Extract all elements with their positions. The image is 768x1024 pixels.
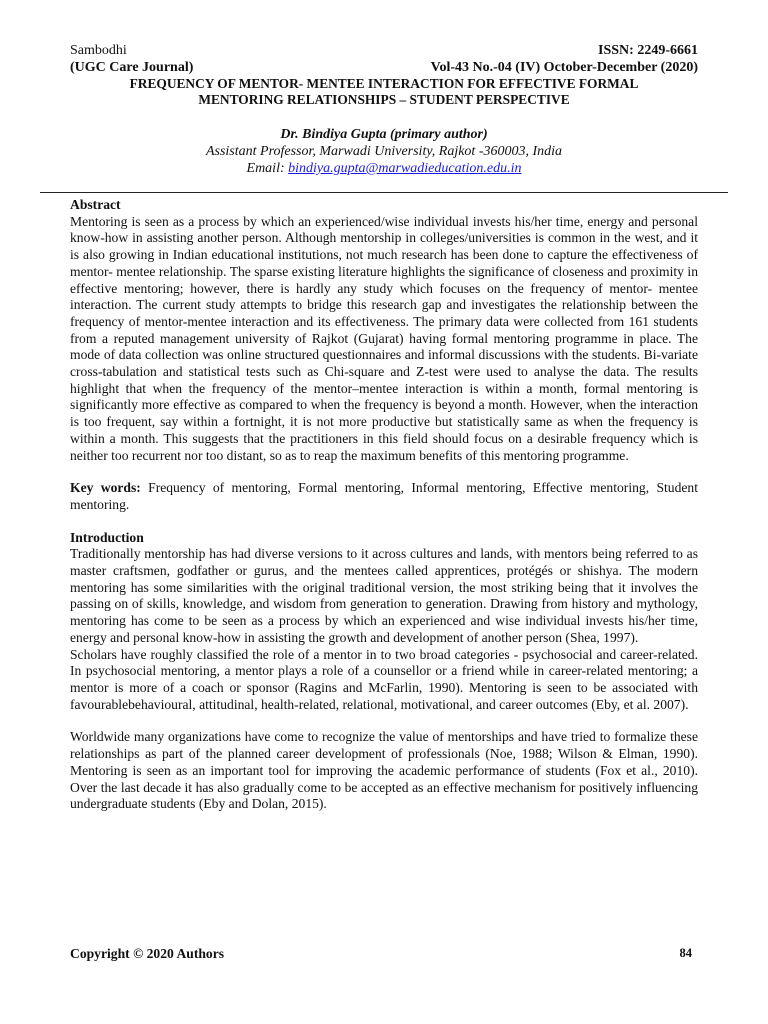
email-link[interactable]: bindiya.gupta@marwadieducation.edu.in: [288, 161, 522, 176]
issn: ISSN: 2249-6661: [598, 43, 698, 58]
paper-title: [70, 76, 698, 108]
abstract-text: Mentoring is seen as a process by which an experienced/wise individual invests his/her time, energy and personal know-how in assisting another person. Although mentorship in colleges/universities is common in the west, and it is also growing in Indian educational institutions, not much research has been done to capture the effectiveness of mentor- mentee relationship. The sparse existing literature highlights the significance of closeness and proximity in effective mentoring; however, there is hardly any study which focuses on the frequency of mentor- mentee interaction. The current study attempts to bridge this research gap and investigates the relationship between the frequency of mentor-mentee interaction and its effectiveness. The primary data were collected from 161 students from a reputed management university of Rajkot (Gujarat) having formal mentoring programme in place. The mode of data collection was online structured questionnaires and informal discussions with the students. Bi-variate cross-tabulation and statistical tests such as Chi-square and Z-test were used to analyse the data. The results highlight that when the frequency of the mentor–mentee interaction is within a month, formal mentoring is significantly more effective as compared to when the frequency is beyond a month. However, when the interaction is too frequent, say within a fortnight, it is not more productive but statistically same as when the frequency is within a month. This suggests that the practitioners in this field should focus on a desirable frequency which is neither too recurrent nor too distant, so as to reap the maximum benefits of this mentoring programme.: [70, 213, 698, 463]
keywords-label: Key words:: [70, 480, 141, 496]
ugc-care-label: (UGC Care Journal): [70, 60, 194, 75]
header-divider: [40, 192, 728, 193]
volume-info: Vol-43 No.-04 (IV) October-December (2020): [430, 60, 698, 75]
page-footer: [70, 946, 692, 962]
copyright: Copyright © 2020 Authors: [70, 946, 225, 961]
intro-paragraph-3: Worldwide many organizations have come to recognize the value of mentorships and have tried to formalize these relationships as part of the planned career development of professionals (Noe, 1988; Wilson & Elman, 1990). Mentoring is seen as an important tool for improving the academic performance of students (Fox et al., 2010). Over the last decade it has also gradually come to be accepted as an effective mechanism for positively influencing undergraduate students (Eby and Dolan, 2015).: [70, 729, 698, 812]
email-label: Email:: [246, 161, 285, 176]
page-number: 84: [679, 946, 692, 960]
keywords: [70, 480, 698, 513]
header-row-1: [70, 42, 698, 59]
paper-body: [70, 197, 698, 813]
introduction-heading: Introduction: [70, 529, 144, 545]
keywords-text: Frequency of mentoring, Formal mentoring, Informal mentoring, Effective mentoring, Student mentoring.: [70, 480, 698, 512]
author-block: [70, 126, 698, 177]
header-row-2: [70, 59, 698, 76]
journal-name: Sambodhi: [70, 43, 127, 58]
title-line-2: MENTORING RELATIONSHIPS – STUDENT PERSPECTIVE: [198, 92, 570, 107]
page-header: [70, 42, 698, 177]
author-email-line: [70, 160, 698, 177]
abstract-heading: Abstract: [70, 197, 121, 212]
intro-paragraph-1: Traditionally mentorship has had diverse versions to it across cultures and lands, with mentors being referred to as master craftsmen, godfather or gurus, and the mentees called apprentices, protégés or shishya. The modern mentoring has some similarities with the original traditional version, the most striking being that it involves the passing on of skills, knowledge, and wisdom from generation to generation. Drawing from history and mythology, mentoring has come to be seen as a process by which an experienced and wise individual invests his/her time, energy and personal know-how in assisting the growth and development of another person (Shea, 1997).: [70, 546, 698, 645]
title-line-1: FREQUENCY OF MENTOR- MENTEE INTERACTION FOR EFFECTIVE FORMAL: [129, 76, 639, 91]
author-name: Dr. Bindiya Gupta (primary author): [280, 127, 488, 142]
author-affiliation: Assistant Professor, Marwadi University, Rajkot -360003, India: [205, 144, 563, 159]
intro-paragraph-2: Scholars have roughly classified the role of a mentor in to two broad categories - psychosocial and career-related. In psychosocial mentoring, a mentor plays a role of a counsellor or a friend while in career-related mentoring; a mentor is more of a coach or sponsor (Ragins and McFarlin, 1990). Mentoring is seen to be associated with favourablebehavioural, attitudinal, health-related, relational, motivational, and career outcomes (Eby, et al. 2007).: [70, 646, 698, 712]
